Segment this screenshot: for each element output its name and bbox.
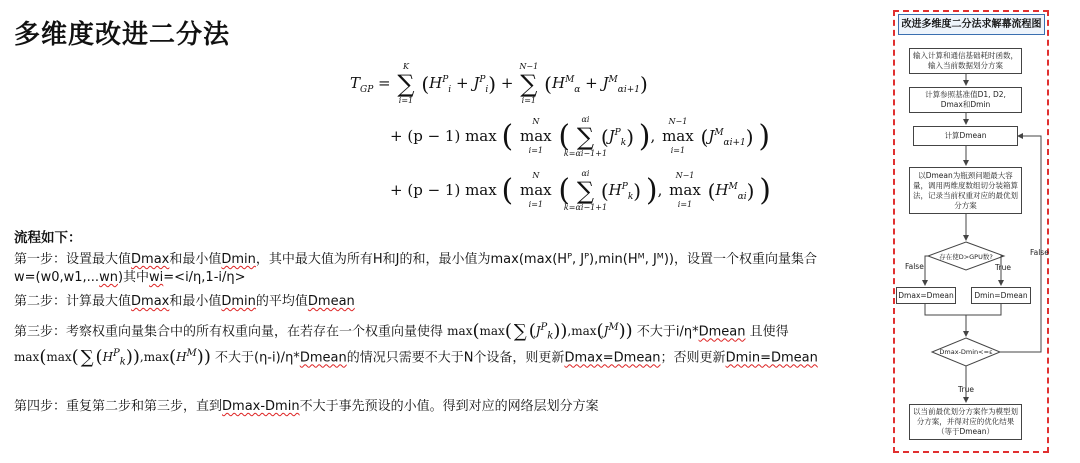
page-title: 多维度改进二分法 (14, 20, 231, 50)
decision-2-true-label: True (958, 385, 974, 394)
step-4: 第四步：重复第二步和第三步，直到Dmax-Dmin不大于事先预设的小值。得到对应的网络层划分方案 (14, 399, 599, 414)
inline-max-expression-h: max(max( ∑ $(H^P_k)),\max(H^M)$) (14, 346, 211, 368)
flow-box-input: 输入计算和通信基础耗时函数，输入当前数据划分方案 (909, 48, 1022, 74)
formula-line-2: + (p − 1) max ( N max i=1 ( αi ∑ k=αi−1+1 $(J^P_k)$ ), N−1 max i=1 $(J^M_{\alpha i+1})$ ) (390, 115, 771, 158)
inline-max-expression-j: max(max( ∑ $(J^P_k)),\max(J^M)$) (447, 320, 633, 342)
formula-line-3: + (p − 1) max ( N max i=1 ( αi ∑ k=αi−1+1 $(H^P_k)$ ), N−1 max i=1 $(H^M_{\alpha i})$ ) (390, 169, 771, 212)
process-label: 流程如下： (14, 230, 82, 246)
decision-1-true-label: True (995, 263, 1011, 272)
step-3-line-2: max(max( ∑ $(H^P_k)),\max(H^M)$) 不大于(η-i)/η*Dmean的情况只需要不大于N个设备，则更新Dmax=Dmean；否则更新Dmin=Dmean (14, 345, 818, 371)
flow-box-output: 以当前最优划分方案作为模型划分方案，并得对应的优化结果（等于Dmean） (909, 404, 1022, 440)
flow-box-update-dmax: Dmax=Dmean (896, 287, 956, 304)
flow-box-update-dmin: Dmin=Dmean (971, 287, 1031, 304)
flow-box-binpacking: 以Dmean为瓶颈问题最大容量，调用两维度数组切分装箱算法，记录当前权重对应的最优划分方案 (909, 167, 1022, 214)
sum-operator: K ∑ i=1 (397, 62, 415, 105)
flow-box-compute-dmean: 计算Dmean (913, 126, 1018, 146)
formula-line-1: $T_{GP}$ = K ∑ i=1 $(H^P_i + J^P_i)$ + N−1 ∑ i=1 $(H^M_\alpha + J^M_{\alpha i+1})$ (350, 62, 648, 105)
decision-2-text: Dmax-Dmin<=ε (939, 348, 993, 356)
sum-operator: N−1 ∑ i=1 (519, 62, 539, 105)
decision-1-false-label: False (905, 262, 924, 271)
flowchart-title: 改进多维度二分法求解幕流程图 (898, 14, 1045, 35)
step-1: 第一步：设置最大值Dmax和最小值Dmin，其中最大值为所有H和J的和，最小值为max(max(Hᴾ, Jᴾ),min(Hᴹ, Jᴹ))，设置一个权重向量集合 w=(w0,w1,...wn)其中wi=<i/η,1-i/η> (14, 252, 817, 285)
decision-1-text: 存在使D>GPU数? (939, 253, 993, 261)
decision-2-false-label: False (1030, 248, 1049, 257)
step-2: 第二步：计算最大值Dmax和最小值Dmin的平均值Dmean (14, 294, 355, 309)
flow-box-compute-reference: 计算参照基准值D1, D2, Dmax和Dmin (909, 87, 1022, 113)
step-3-line-1: 第三步：考察权重向量集合中的所有权重向量，在若存在一个权重向量使得 max(max( ∑ $(J^P_k)),\max(J^M)$) 不大于i/η*Dmean 且使得 (14, 319, 789, 345)
